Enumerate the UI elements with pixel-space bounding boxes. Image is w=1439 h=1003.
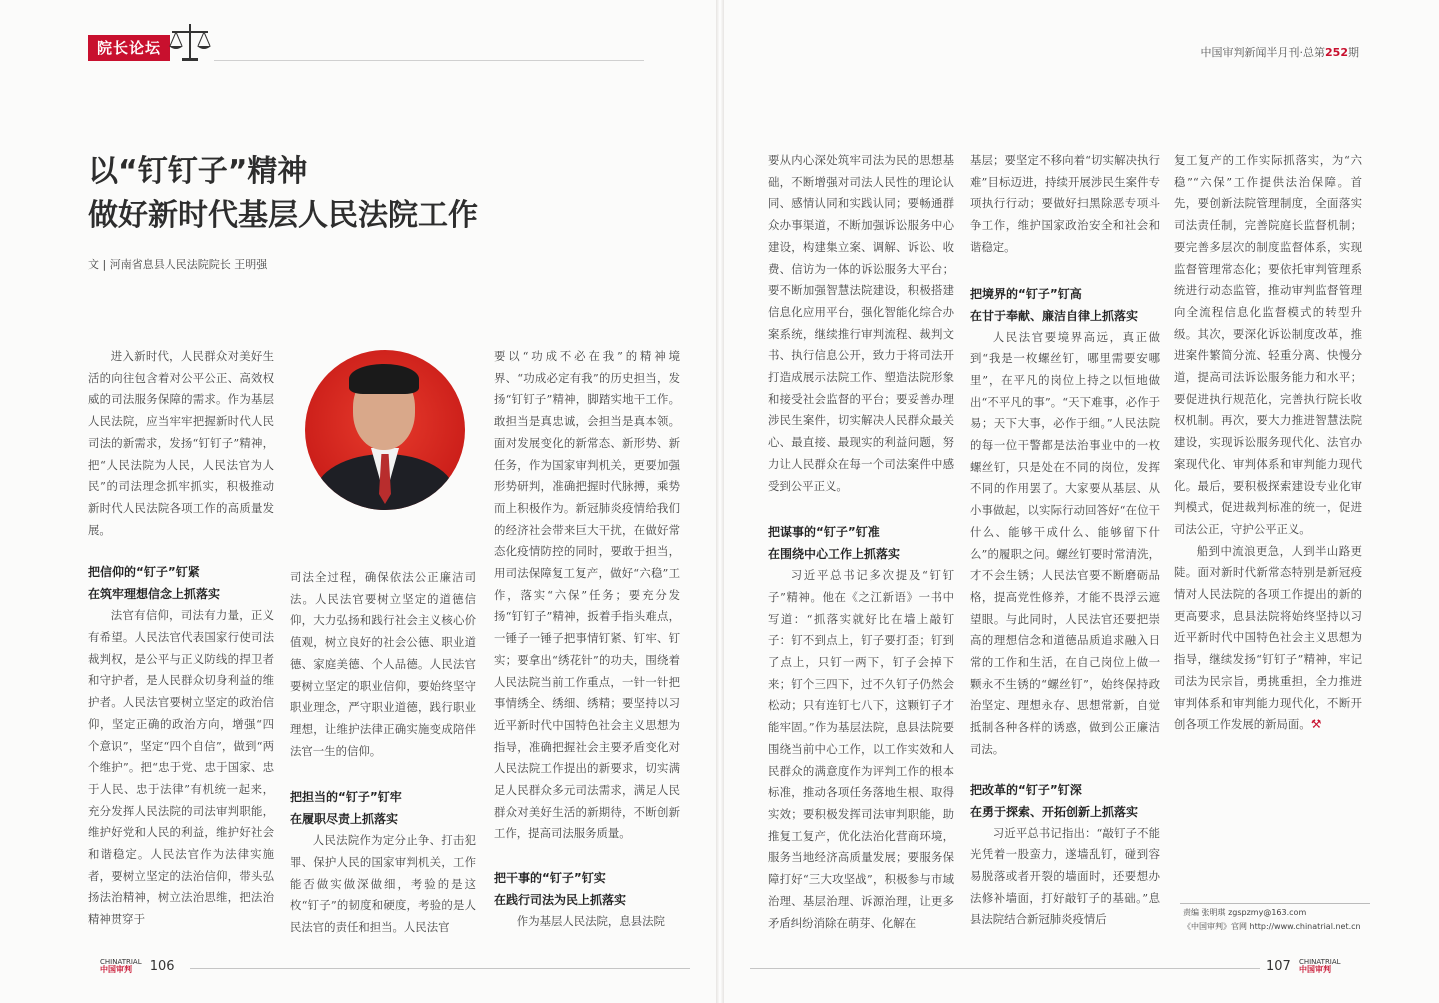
heading-6-a: 把改革的“钉子”钉深 xyxy=(970,782,1082,797)
heading-5-b: 在甘于奉献、廉洁自律上抓落实 xyxy=(970,308,1139,323)
heading-5-a: 把境界的“钉子”钉高 xyxy=(970,286,1082,301)
gavel-end-icon: ⚒ xyxy=(1310,717,1322,732)
heading-2-a: 把担当的“钉子”钉牢 xyxy=(290,790,402,805)
page-number-left: 106 xyxy=(149,958,175,974)
editor-note xyxy=(1183,906,1361,934)
paragraph: 习近平总书记指出：“敲钉子不能光凭着一股蛮力，遂墙乱钉，碰到容易脱落或者开裂的墙面时，还要想办法修补墙面，打好敲钉子的基础。”息县法院结合新冠肺炎疫情后 xyxy=(970,825,1160,927)
footer-right xyxy=(1266,958,1341,974)
footer-rule-left xyxy=(190,968,690,969)
issue-prefix: 中国审判新闻半月刊·总第 xyxy=(1200,46,1326,59)
issue-suffix: 期 xyxy=(1348,46,1359,59)
paragraph: 要从内心深处筑牢司法为民的思想基础，不断增强对司法人民性的理论认同、感情认同和实践认同；要畅通群众办事渠道，不断加强诉讼服务中心建设，构建集立案、调解、诉讼、收费、信访为一体的诉讼服务大平台；要不断加强智慧法院建设，积极搭建信息化应用平台，强化智能化综合办案系统，继续推行审判流程、裁判文书、执行信息公开，致力于将司法开打造成展示法院工作、塑造法院形象和接受社会监督的平台；要妥善办理涉民生案件，切实解决人民群众最关心、最直接、最现实的利益问题，努力让人民群众在每一个司法案件中感受到公平正义。 xyxy=(768,153,954,493)
title-line-1: 以“钉钉子”精神 xyxy=(88,154,308,189)
column-6 xyxy=(1174,150,1362,736)
brand-en: CHINATRIAL xyxy=(100,958,142,966)
scales-of-justice-icon xyxy=(166,20,214,64)
brand-cn: 中国审判 xyxy=(100,965,132,974)
brand-en: CHINATRIAL xyxy=(1298,958,1341,966)
column-2 xyxy=(290,567,476,939)
author-portrait xyxy=(305,350,465,510)
paragraph: 要以“功成不必在我”的精神境界、“功成必定有我”的历史担当，发扬“钉钉子”精神，脚踏实地干工作。敢担当是真忠诚，会担当是真本领。面对发展变化的新常态、新形势、新任务，作为国家审判机关，更要加强形势研判，准确把握时代脉搏，乘势而上积极作为。新冠肺炎疫情给我们的经济社会带来巨大干扰，在做好常态化疫情防控的同时，要敢于担当，用司法保障复工复产，做好“六稳”工作，落实“六保”任务；要充分发扬“钉钉子”精神，扳着手指头难点，一锤子一锤子把事情钉紧、钉牢、钉实；要拿出“绣花针”的功夫，围绕着人民法院当前工作重点，一针一针把事情绣全、绣细、绣精；要坚持以习近平新时代中国特色社会主义思想为指导，准确把握社会主要矛盾变化对人民法院工作提出的新要求，切实满足人民群众多元司法需求，满足人民群众对美好生活的新期待，不断创新工作，提高司法服务质量。 xyxy=(494,349,680,841)
page-number-right: 107 xyxy=(1266,958,1291,974)
paragraph: 法官有信仰，司法有力量，正义有希望。人民法官代表国家行使司法裁判权，是公平与正义防线的捍卫者和守护者，是人民群众切身利益的维护者。人民法官要树立坚定的政治信仰，坚定正确的政治方向，增强“四个意识”，坚定“四个自信”，做到“两个维护”。把“忠于党、忠于国家、忠于人民、忠于法律”有机统一起来，充分发挥人民法院的司法审判职能，维护好党和人民的利益，维护好社会和谐稳定。人民法官作为法律实施者，要树立坚定的法治信仰，带头弘扬法治精神，树立法治思维，把法治精神贯穿于 xyxy=(88,608,274,927)
editor-line-1: 责编 张明琪 zgspzmy@163.com xyxy=(1183,908,1307,917)
byline: 文 | 河南省息县人民法院院长 王明强 xyxy=(88,258,268,271)
heading-3-a: 把干事的“钉子”钉实 xyxy=(494,871,606,886)
paragraph: 基层；要坚定不移向着“切实解决执行难”目标迈进，持续开展涉民生案件专项执行行动；要做好扫黑除恶专项斗争工作，维护国家政治安全和社会和谐稳定。 xyxy=(970,153,1160,254)
heading-1-a: 把信仰的“钉子”钉紧 xyxy=(88,565,200,580)
editor-rule xyxy=(1180,903,1370,904)
intro-paragraph: 进入新时代，人民群众对美好生活的向往包含着对公平公正、高效权威的司法服务保障的需求。作为基层人民法院，应当牢牢把握新时代人民司法的新需求，发扬“钉钉子”精神，把“人民法院为人民，人民法官为人民”的司法理念抓牢抓实，积极推动新时代人民法院各项工作的高质量发展。 xyxy=(88,349,274,537)
closing-paragraph xyxy=(1174,541,1362,736)
article-title xyxy=(88,150,478,238)
heading-3-b: 在践行司法为民上抓落实 xyxy=(494,893,627,908)
column-5 xyxy=(970,150,1160,931)
column-3 xyxy=(494,346,680,933)
paragraph: 人民法院作为定分止争、打击犯罪、保护人民的国家审判机关，工作能否做实做深做细，考验的是这枚“钉子”的韧度和硬度，考验的是人民法官的责任和担当。人民法官 xyxy=(290,833,476,935)
paragraph: 司法全过程，确保依法公正廉洁司法。人民法官要树立坚定的道德信仰，大力弘扬和践行社会主义核心价值观，树立良好的社会公德、职业道德、家庭美德、个人品德。人民法官要树立坚定的职业信仰，要始终坚守职业理念，严守职业道德，践行职业理想，让维护法律正确实施变成陪伴法官一生的信仰。 xyxy=(290,570,476,758)
paragraph: 复工复产的工作实际抓落实，为“六稳”“六保”工作提供法治保障。首先，要创新法院管理制度，全面落实司法责任制，完善院庭长监督机制；要完善多层次的制度监督体系，实现监督管理常态化；要依托审判管理系统进行动态监管，推动审判监督管理向全流程信息化监督模式的转型升级。其次，要深化诉讼制度改革，推进案件繁简分流、轻重分离、快慢分道，提高司法诉讼服务能力和水平；要促进执行规范化，完善执行院长收权机制。再次，要大力推进智慧法院建设，实现诉讼服务现代化、法官办案现代化、审判体系和审判能力现代化。最后，要积极探索建设专业化审判模式，促进裁判标准的统一，促进司法公正，守护公平正义。 xyxy=(1174,153,1362,536)
title-line-2: 做好新时代基层人民法院工作 xyxy=(88,198,478,233)
section-tag: 院长论坛 xyxy=(88,35,170,61)
column-1 xyxy=(88,346,274,931)
brand-logo-right xyxy=(1299,958,1341,974)
closing-text: 船到中流浪更急，人到半山路更陡。面对新时代新常态特别是新冠疫情对人民法院的各项工作提出的新的更高要求，息县法院将始终坚持以习近平新时代中国特色社会主义思想为指导，继续发扬“钉钉子”精神，牢记司法为民宗旨，勇挑重担，全力推进审判体系和审判能力现代化，不断开创各项工作发展的新局面。 xyxy=(1174,543,1362,732)
column-4 xyxy=(768,150,954,934)
page-gutter xyxy=(716,0,724,1003)
brand-logo-left xyxy=(100,958,142,974)
footer-rule-right xyxy=(750,968,1260,969)
portrait-hair xyxy=(349,364,419,394)
editor-line-2: 《中国审判》官网 http://www.chinatrial.net.cn xyxy=(1183,922,1361,931)
heading-1-b: 在筑牢理想信念上抓落实 xyxy=(88,587,221,602)
footer-left xyxy=(100,958,175,974)
paragraph: 作为基层人民法院，息县法院 xyxy=(516,914,665,929)
paragraph: 习近平总书记多次提及“钉钉子”精神。他在《之江新语》一书中写道：“抓落实就好比在墙上敲钉子：钉不到点上，钉子要打歪；钉到了点上，只钉一两下，钉子会掉下来；钉个三四下，过不久钉子仍然会松动；只有连钉七八下，这颗钉子才能牢固。”作为基层法院，息县法院要围绕当前中心工作，以工作实效和人民群众的满意度作为评判工作的根本标准，推动各项任务落地生根、取得实效；要积极发挥司法审判职能，助推复工复产，优化法治化营商环境，服务当地经济高质量发展；要服务保障打好“三大攻坚战”，积极参与市域治理、基层治理、诉源治理，让更多矛盾纠纷消除在萌芽、化解在 xyxy=(768,568,954,930)
heading-6-b: 在勇于探索、开拓创新上抓落实 xyxy=(970,804,1139,819)
brand-cn: 中国审判 xyxy=(1298,965,1331,974)
issue-number: 252 xyxy=(1325,46,1348,59)
header-rule xyxy=(214,60,644,61)
heading-2-b: 在履职尽责上抓落实 xyxy=(290,812,399,827)
issue-info xyxy=(1201,44,1359,60)
heading-4-b: 在围绕中心工作上抓落实 xyxy=(768,547,901,562)
paragraph: 人民法官要境界高远，真正做到“我是一枚螺丝钉，哪里需要安哪里”，在平凡的岗位上持之以恒地做出“不平凡的事”。“天下难事，必作于易；天下大事，必作于细。”人民法院的每一位干警都是法治事业中的一枚螺丝钉，只是处在不同的岗位，发挥不同的作用罢了。大家要从基层、从小事做起，以实际行动回答好“在位干什么、能够干成什么、能够留下什么”的履职之问。螺丝钉要时常清洗，才不会生锈；人民法官要不断磨砺品格，提高党性修养，才能不畏浮云遮望眼。与此同时，人民法官还要把崇高的理想信念和道德品质追求融入日常的工作和生活，在自己岗位上做一颗永不生锈的“螺丝钉”，始终保持政治坚定、理想永存、思想常新，自觉抵制各种各样的诱惑，做到公正廉洁司法。 xyxy=(970,329,1160,756)
heading-4-a: 把谋事的“钉子”钉准 xyxy=(768,525,880,540)
